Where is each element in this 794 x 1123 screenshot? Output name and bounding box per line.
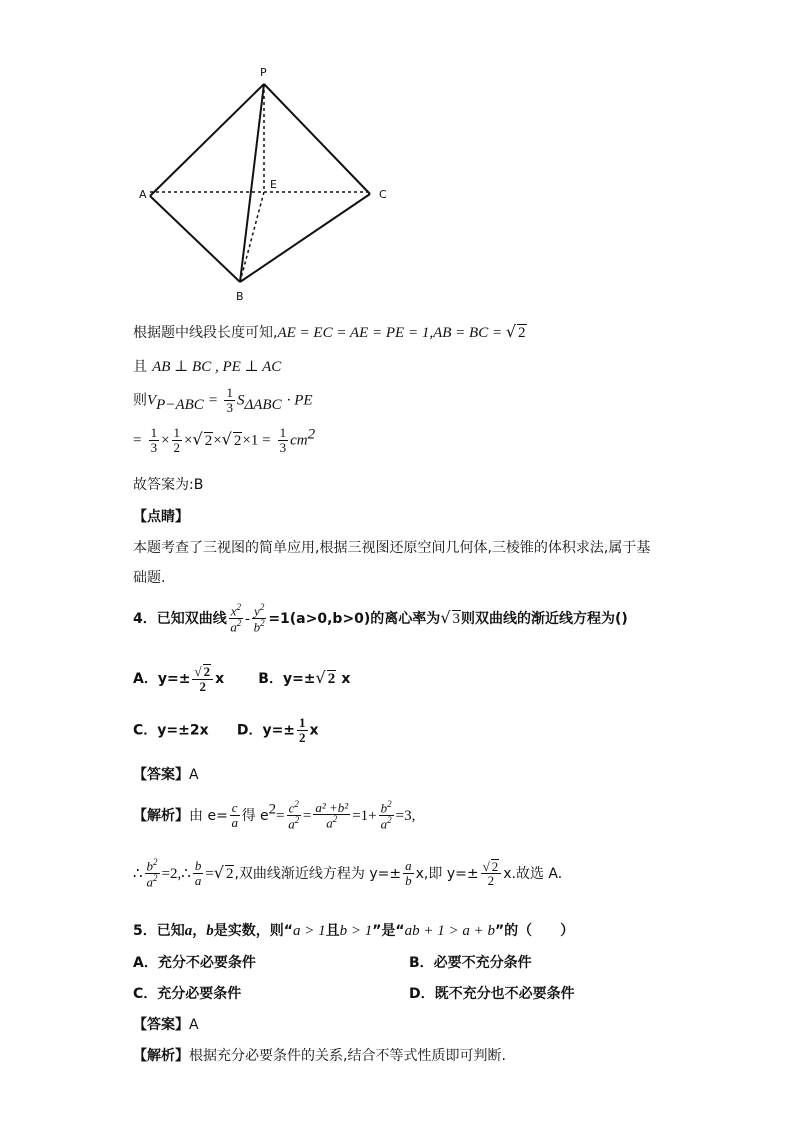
jiexi-tag: 【解析】 (133, 1048, 189, 1064)
text: 4．已知双曲线 (133, 610, 227, 627)
radical-sign: √ (482, 858, 490, 874)
solution-line-1 (133, 322, 527, 342)
numerator: a² +b² (315, 799, 349, 815)
math: =3, (395, 807, 416, 824)
fraction (278, 426, 289, 454)
radicand: 2 (327, 671, 336, 688)
math: a (184, 923, 193, 939)
radicand: 2 (225, 865, 234, 882)
math: c (288, 800, 295, 816)
superscript: 2 (236, 602, 242, 612)
text: 根据题中线段长度可知, (133, 325, 278, 341)
solution-line-3 (133, 386, 313, 414)
math: b > 1 (339, 923, 373, 939)
math: =1+ (352, 807, 377, 824)
math: AB = BC = (433, 325, 506, 341)
math: a (288, 816, 295, 832)
answer-value: A (189, 1017, 199, 1033)
radicand: 3 (452, 610, 461, 627)
text: ,双曲线渐近线方程为 y=± (234, 865, 402, 882)
math: · PE (286, 392, 313, 409)
radicand: 2 (204, 432, 213, 449)
fraction (193, 859, 204, 887)
text: ”的（ ） (494, 923, 575, 939)
denominator: 2 (173, 439, 181, 455)
label-P: P (260, 66, 267, 79)
math: b (380, 800, 388, 816)
solution-line-2 (133, 356, 281, 376)
fraction (192, 664, 213, 693)
answer-tag: 【答案】 (133, 767, 189, 783)
answer-value: A (189, 767, 199, 783)
edge-PC (264, 84, 370, 194)
math: a > 1 (292, 923, 326, 939)
math: × (161, 432, 170, 449)
text: x (309, 722, 319, 739)
radical-sign: √ (194, 664, 202, 679)
math: y (254, 603, 260, 619)
numerator: 1 (150, 425, 158, 440)
math: ab + 1 > a + b (404, 923, 495, 939)
math: b (253, 619, 261, 635)
q5-option-D: D．既不充分也不必要条件 (409, 986, 575, 1002)
math: = (208, 392, 218, 409)
radicand: 2 (203, 664, 211, 679)
math: =2,∴ (161, 865, 191, 882)
denominator: 2 (487, 873, 495, 889)
math: V (147, 392, 157, 409)
dianjing-tag: 【点睛】 (133, 509, 189, 525)
q4-jiexi-line-1 (133, 800, 415, 831)
label-E: E (270, 178, 277, 191)
fraction (481, 859, 502, 888)
radical-sign: √ (440, 607, 451, 627)
option-C-label: C．y=±2x (133, 722, 209, 739)
math: AE = EC = AE = PE = 1, (277, 325, 434, 341)
numerator: a (405, 858, 412, 874)
text: ”是“ (372, 923, 405, 939)
math: a (380, 816, 388, 832)
math: = (302, 807, 312, 824)
math: = (276, 807, 285, 824)
edge-PA (150, 84, 264, 196)
label-C: C (379, 188, 387, 201)
radicand: 2 (491, 858, 499, 874)
text: 则双曲线的渐近线方程为() (461, 610, 628, 627)
superscript: 2 (294, 799, 299, 809)
radical-sign: √ (221, 429, 232, 449)
fraction (229, 603, 243, 634)
math: ∴ (133, 865, 143, 882)
q4-options-row-2 (133, 716, 319, 744)
answer-tag: 【答案】 (133, 1017, 189, 1033)
q5-option-B: B．必要不充分条件 (409, 955, 532, 971)
superscript: 2 (268, 801, 277, 818)
fraction (297, 716, 308, 744)
math: = (205, 865, 214, 882)
math: AB ⊥ BC , PE ⊥ AC (152, 359, 282, 375)
fraction (313, 801, 350, 831)
fraction (149, 426, 160, 454)
answer-line-q3: 故答案为:B (133, 477, 204, 493)
math: - (245, 610, 251, 627)
text: x.故选 A. (503, 865, 563, 882)
math: × (184, 432, 193, 449)
superscript: 2 (387, 814, 392, 825)
text: 则 (133, 392, 147, 409)
edge-AB (150, 196, 240, 282)
fraction (403, 859, 414, 887)
q5-option-C: C．充分必要条件 (133, 986, 242, 1002)
q4-answer (133, 764, 199, 784)
denominator: a (231, 814, 238, 830)
numerator: 1 (279, 425, 287, 440)
jiexi-tag: 【解析】 (133, 807, 189, 824)
q4-jiexi-line-2 (133, 858, 562, 889)
text: 且 (133, 359, 147, 375)
label-B: B (236, 290, 244, 303)
text: 得 e (241, 807, 269, 824)
numerator: 1 (226, 385, 233, 400)
radical-sign: √ (213, 862, 224, 882)
fraction (230, 801, 240, 829)
math: S (236, 392, 245, 409)
jiexi-text: 根据充分必要条件的关系,结合不等式性质即可判断. (189, 1048, 506, 1064)
radical-sign: √ (315, 668, 326, 688)
fraction (287, 800, 301, 831)
math: x (230, 603, 237, 619)
text: =1(a>0,b>0)的离心率为 (268, 610, 441, 627)
superscript: 2 (153, 872, 158, 883)
denominator: a (194, 872, 202, 888)
text: 5．已知 (133, 923, 185, 939)
math: b (146, 858, 154, 874)
unit: cm (290, 432, 308, 449)
superscript: 2 (260, 617, 265, 628)
text: 是实数，则“ (213, 923, 293, 939)
edge-PB (240, 84, 264, 282)
numerator: c (231, 800, 238, 816)
math: b (206, 923, 214, 939)
superscript: 2 (387, 799, 392, 809)
fraction (172, 426, 183, 454)
text: x (215, 671, 225, 688)
math: = (133, 432, 142, 449)
option-A-label: A．y=± (133, 671, 191, 688)
q4-options-row-1 (133, 664, 350, 693)
text: 且 (325, 923, 340, 939)
numerator: 1 (173, 425, 181, 440)
q5-answer (133, 1014, 199, 1034)
dianjing-text-1: 本题考查了三视图的简单应用,根据三视图还原空间几何体,三棱锥的体积求法,属于基 (133, 540, 651, 556)
radical-sign: √ (505, 322, 517, 341)
denominator: 3 (150, 439, 158, 455)
numerator: 1 (299, 715, 306, 730)
denominator: 3 (226, 399, 233, 415)
math: ×1 = (242, 432, 271, 449)
superscript: 2 (153, 857, 158, 867)
denominator: 2 (199, 678, 206, 694)
q5-option-A: A．充分不必要条件 (133, 955, 256, 971)
denominator: 3 (279, 439, 287, 455)
q4-stem (133, 603, 628, 634)
text: x (341, 671, 351, 688)
dianjing-text-2: 础题. (133, 570, 166, 586)
radicand: 2 (518, 325, 526, 341)
fraction (379, 800, 394, 831)
denominator: 2 (299, 729, 306, 745)
fraction (252, 603, 266, 634)
text: x,即 y=± (415, 865, 479, 882)
superscript: 2 (332, 814, 338, 825)
superscript: 2 (307, 426, 316, 443)
denominator: b (405, 872, 412, 888)
math: × (213, 432, 222, 449)
math: a (146, 874, 154, 890)
option-B-label: B．y=± (258, 671, 316, 688)
subscript: ΔABC (244, 396, 282, 413)
text: 由 e= (189, 807, 228, 824)
solution-line-4 (133, 426, 315, 454)
math: a (230, 619, 237, 635)
q5-stem (133, 920, 574, 940)
superscript: 2 (259, 602, 265, 612)
subscript: P−ABC (156, 396, 204, 413)
pyramid-figure (130, 62, 400, 310)
q5-jiexi (133, 1045, 506, 1065)
fraction (224, 386, 235, 414)
superscript: 2 (236, 617, 242, 628)
fraction (145, 858, 160, 889)
math: a (326, 815, 333, 831)
option-D-label: D．y=± (236, 722, 296, 739)
superscript: 2 (294, 814, 300, 825)
label-A: A (139, 188, 147, 201)
radicand: 2 (233, 432, 242, 449)
radical-sign: √ (192, 429, 203, 449)
numerator: b (194, 858, 202, 874)
text: ， (192, 923, 207, 939)
edge-BC (240, 194, 370, 282)
